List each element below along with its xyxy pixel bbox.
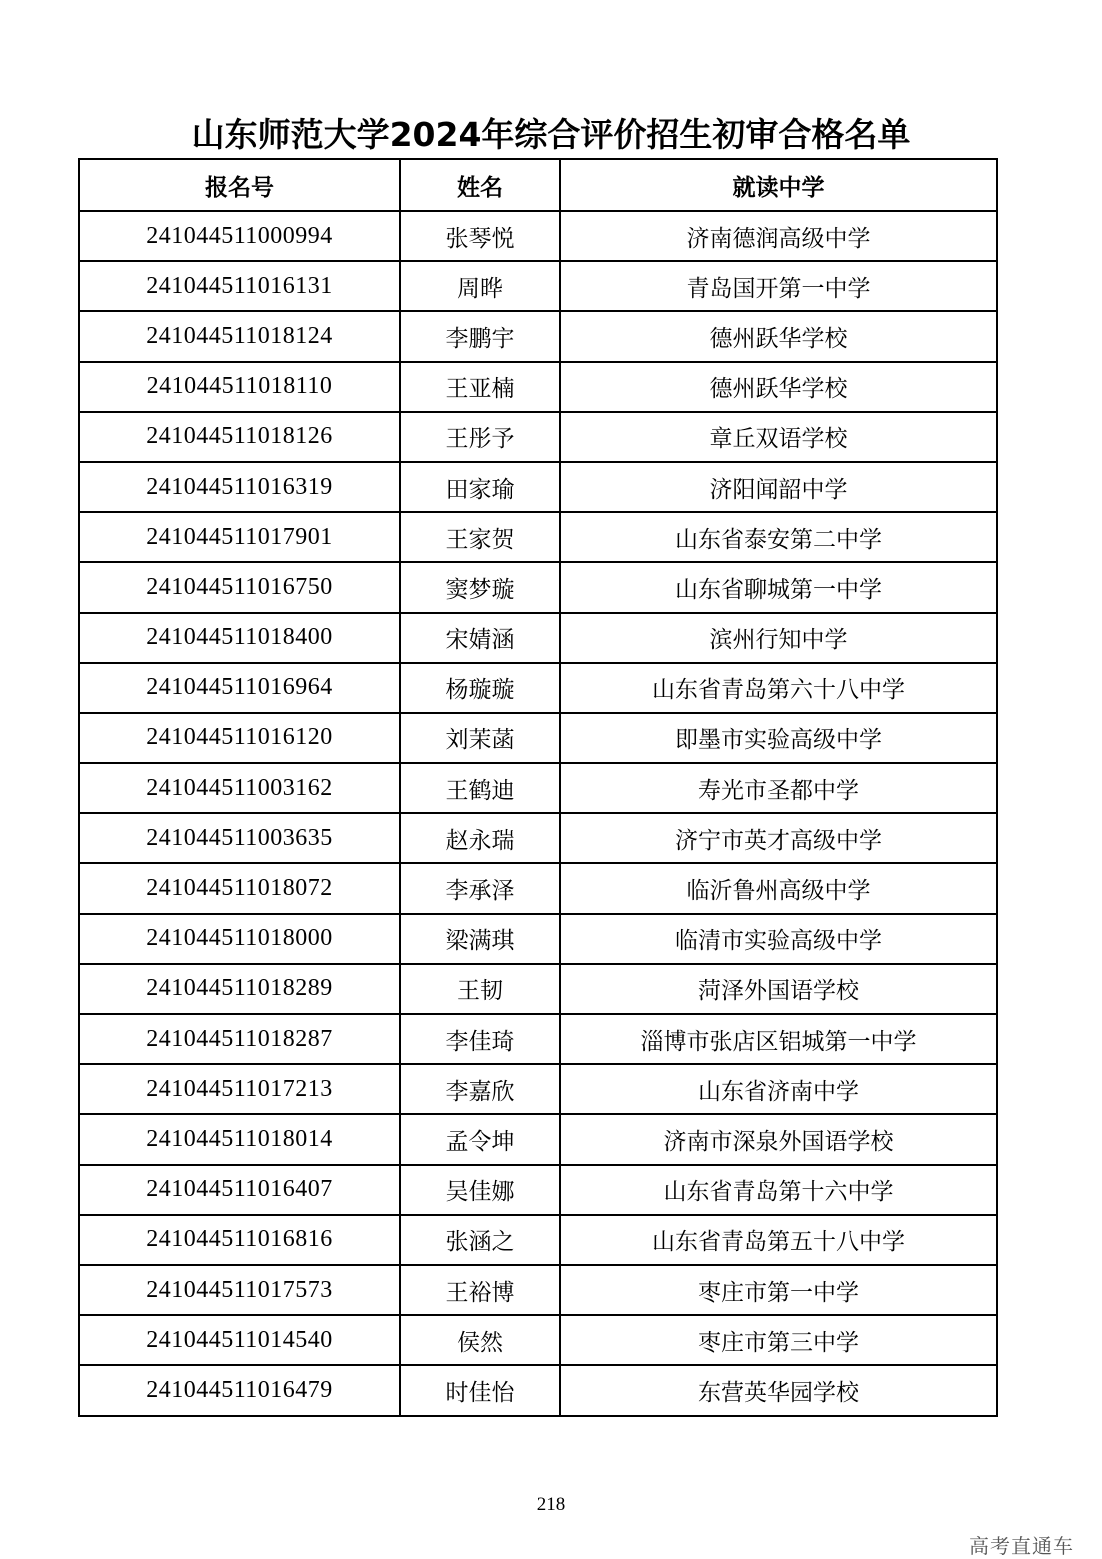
school-name-cell: 寿光市圣都中学 [560, 763, 997, 813]
registration-number-cell: 241044511018400 [79, 613, 400, 663]
student-name-cell: 侯然 [400, 1315, 560, 1365]
registration-number-cell: 241044511017573 [79, 1265, 400, 1315]
registration-number-cell: 241044511017213 [79, 1064, 400, 1114]
student-name-cell: 李承泽 [400, 863, 560, 913]
table-row [79, 362, 997, 412]
student-name-cell: 窦梦璇 [400, 562, 560, 612]
student-name-cell: 王亚楠 [400, 362, 560, 412]
table-row [79, 311, 997, 361]
column-header-registration-number: 报名号 [79, 159, 400, 211]
table-row [79, 663, 997, 713]
school-name-cell: 菏泽外国语学校 [560, 964, 997, 1014]
school-name-cell: 滨州行知中学 [560, 613, 997, 663]
table-row [79, 713, 997, 763]
student-name-cell: 李佳琦 [400, 1014, 560, 1064]
school-name-cell: 临沂鲁州高级中学 [560, 863, 997, 913]
registration-number-cell: 241044511018289 [79, 964, 400, 1014]
table-row [79, 1114, 997, 1164]
table-row [79, 1315, 997, 1365]
table-row [79, 562, 997, 612]
column-header-name: 姓名 [400, 159, 560, 211]
table-row [79, 211, 997, 261]
registration-number-cell: 241044511016319 [79, 462, 400, 512]
school-name-cell: 章丘双语学校 [560, 412, 997, 462]
table-row [79, 964, 997, 1014]
registration-number-cell: 241044511003635 [79, 813, 400, 863]
school-name-cell: 枣庄市第一中学 [560, 1265, 997, 1315]
table-body [79, 211, 997, 1416]
table-row [79, 613, 997, 663]
student-name-cell: 李嘉欣 [400, 1064, 560, 1114]
table-row [79, 763, 997, 813]
registration-number-cell: 241044511018126 [79, 412, 400, 462]
school-name-cell: 济南市深泉外国语学校 [560, 1114, 997, 1164]
registration-number-cell: 241044511016407 [79, 1165, 400, 1215]
registration-number-cell: 241044511016131 [79, 261, 400, 311]
school-name-cell: 德州跃华学校 [560, 362, 997, 412]
school-name-cell: 山东省青岛第五十八中学 [560, 1215, 997, 1265]
student-name-cell: 赵永瑞 [400, 813, 560, 863]
student-name-cell: 刘茉菡 [400, 713, 560, 763]
column-header-school: 就读中学 [560, 159, 997, 211]
school-name-cell: 济宁市英才高级中学 [560, 813, 997, 863]
student-name-cell: 杨璇璇 [400, 663, 560, 713]
registration-number-cell: 241044511000994 [79, 211, 400, 261]
school-name-cell: 枣庄市第三中学 [560, 1315, 997, 1365]
school-name-cell: 淄博市张店区铝城第一中学 [560, 1014, 997, 1064]
school-name-cell: 东营英华园学校 [560, 1365, 997, 1415]
student-name-cell: 张琴悦 [400, 211, 560, 261]
table-row [79, 1014, 997, 1064]
school-name-cell: 山东省济南中学 [560, 1064, 997, 1114]
registration-number-cell: 241044511018072 [79, 863, 400, 913]
student-name-cell: 王裕博 [400, 1265, 560, 1315]
admission-list-table [78, 158, 998, 1417]
registration-number-cell: 241044511016120 [79, 713, 400, 763]
student-name-cell: 吴佳娜 [400, 1165, 560, 1215]
document-title: 山东师范大学2024年综合评价招生初审合格名单 [191, 115, 911, 154]
table-row [79, 261, 997, 311]
table-row [79, 412, 997, 462]
school-name-cell: 德州跃华学校 [560, 311, 997, 361]
table-row [79, 813, 997, 863]
registration-number-cell: 241044511018124 [79, 311, 400, 361]
student-name-cell: 王韧 [400, 964, 560, 1014]
registration-number-cell: 241044511017901 [79, 512, 400, 562]
student-name-cell: 时佳怡 [400, 1365, 560, 1415]
table-row [79, 462, 997, 512]
registration-number-cell: 241044511018287 [79, 1014, 400, 1064]
student-name-cell: 王鹤迪 [400, 763, 560, 813]
registration-number-cell: 241044511014540 [79, 1315, 400, 1365]
registration-number-cell: 241044511016750 [79, 562, 400, 612]
school-name-cell: 山东省青岛第十六中学 [560, 1165, 997, 1215]
registration-number-cell: 241044511016816 [79, 1215, 400, 1265]
school-name-cell: 山东省青岛第六十八中学 [560, 663, 997, 713]
school-name-cell: 济南德润高级中学 [560, 211, 997, 261]
table-row [79, 1215, 997, 1265]
table-row [79, 1265, 997, 1315]
table-row [79, 1165, 997, 1215]
table-row [79, 863, 997, 913]
student-name-cell: 孟令坤 [400, 1114, 560, 1164]
table-row [79, 1365, 997, 1415]
registration-number-cell: 241044511016479 [79, 1365, 400, 1415]
school-name-cell: 山东省聊城第一中学 [560, 562, 997, 612]
registration-number-cell: 241044511003162 [79, 763, 400, 813]
student-name-cell: 周晔 [400, 261, 560, 311]
student-name-cell: 宋婧涵 [400, 613, 560, 663]
registration-number-cell: 241044511018014 [79, 1114, 400, 1164]
table-row [79, 512, 997, 562]
school-name-cell: 济阳闻韶中学 [560, 462, 997, 512]
page-number: 218 [536, 1494, 566, 1515]
student-name-cell: 张涵之 [400, 1215, 560, 1265]
school-name-cell: 即墨市实验高级中学 [560, 713, 997, 763]
school-name-cell: 临清市实验高级中学 [560, 914, 997, 964]
registration-number-cell: 241044511016964 [79, 663, 400, 713]
watermark-text: 高考直通车 [969, 1534, 1074, 1558]
school-name-cell: 山东省泰安第二中学 [560, 512, 997, 562]
student-name-cell: 王家贺 [400, 512, 560, 562]
student-name-cell: 王彤予 [400, 412, 560, 462]
registration-number-cell: 241044511018000 [79, 914, 400, 964]
table-header-row [79, 159, 997, 211]
student-name-cell: 田家瑜 [400, 462, 560, 512]
table-row [79, 1064, 997, 1114]
student-name-cell: 梁满琪 [400, 914, 560, 964]
student-name-cell: 李鹏宇 [400, 311, 560, 361]
table-row [79, 914, 997, 964]
registration-number-cell: 241044511018110 [79, 362, 400, 412]
school-name-cell: 青岛国开第一中学 [560, 261, 997, 311]
